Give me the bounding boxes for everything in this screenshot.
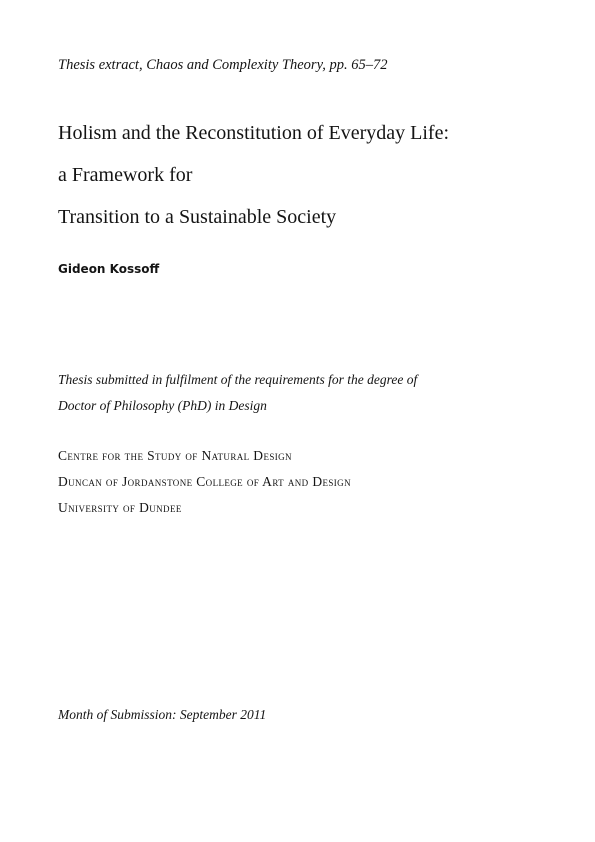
title-line-3: Transition to a Sustainable Society [58, 206, 337, 228]
thesis-extract-note: Thesis extract, Chaos and Complexity Theory, pp. 65–72 [58, 57, 388, 73]
title-line-1: Holism and the Reconstitution of Everyday Life: [58, 122, 450, 144]
institution-college: Duncan of Jordanstone College of Art and Design [58, 474, 351, 489]
submission-statement-line-1: Thesis submitted in fulfilment of the requirements for the degree of [58, 372, 418, 387]
institution-centre: Centre for the Study of Natural Design [58, 448, 292, 463]
title-line-2: a Framework for [58, 164, 193, 186]
month-of-submission: Month of Submission: September 2011 [58, 707, 267, 722]
submission-statement-line-2: Doctor of Philosophy (PhD) in Design [58, 398, 267, 413]
institution-university: University of Dundee [58, 500, 182, 515]
author-name: Gideon Kossoff [58, 262, 160, 276]
